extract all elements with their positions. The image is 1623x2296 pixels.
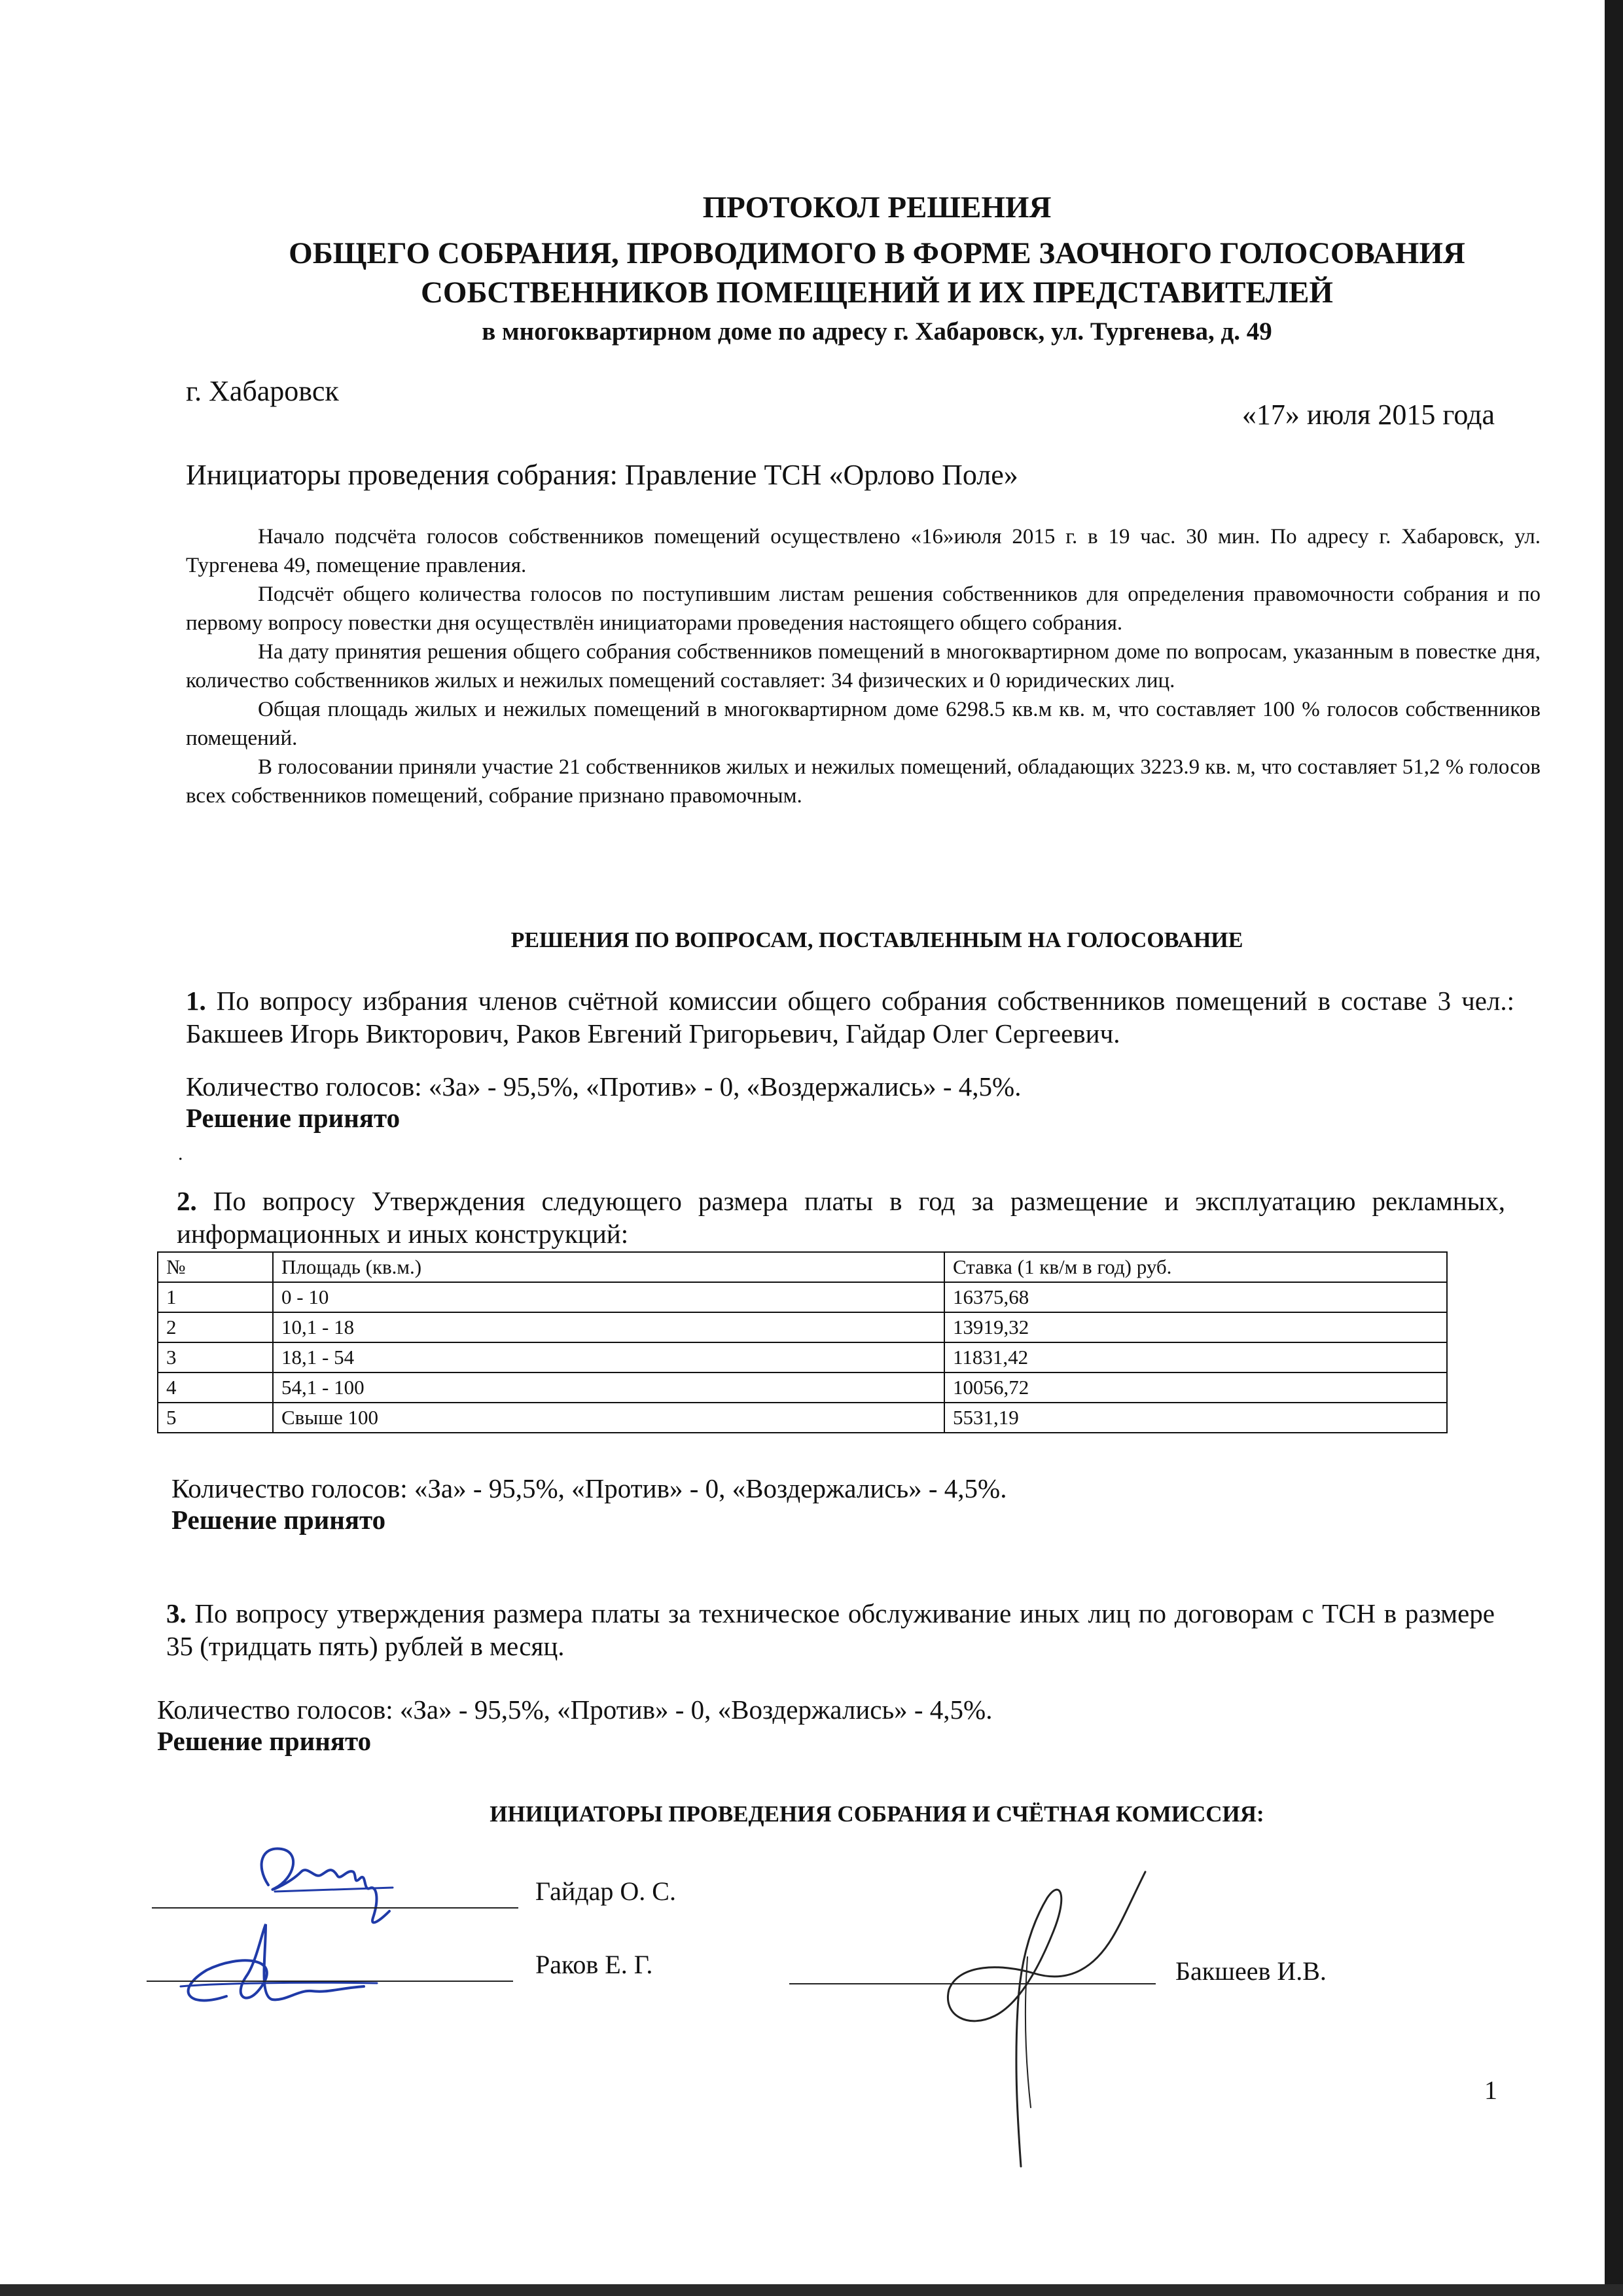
table-header-rate: Ставка (1 кв/м в год) руб. — [944, 1252, 1447, 1282]
stray-dot: . — [178, 1143, 183, 1164]
scan-edge-right — [1605, 0, 1623, 2296]
city-label: г. Хабаровск — [186, 375, 339, 407]
document-date: «17» июля 2015 года — [1241, 399, 1495, 431]
table-row — [158, 1312, 1447, 1342]
question-3-votes: Количество голосов: «За» - 95,5%, «Против» - 0, «Воздержались» - 4,5%. — [157, 1695, 993, 1725]
rates-table — [157, 1251, 1448, 1433]
question-3-text: По вопросу утверждения размера платы за техническое обслуживание иных лиц по договорам с ТСН в размере 35 (тридцать пять) рублей в месяц. — [166, 1598, 1495, 1661]
question-2-votes-block — [171, 1473, 1007, 1535]
table-row — [158, 1282, 1447, 1312]
table-header-area: Площадь (кв.м.) — [273, 1252, 944, 1282]
question-2-number: 2. — [177, 1186, 197, 1216]
table-cell-area: 0 - 10 — [273, 1282, 944, 1312]
table-cell-number: 5 — [158, 1403, 273, 1433]
page-number: 1 — [1484, 2075, 1497, 2105]
table-cell-number: 1 — [158, 1282, 273, 1312]
signer-name-baksheev: Бакшеев И.В. — [1175, 1956, 1327, 1986]
question-2-votes: Количество голосов: «За» - 95,5%, «Против» - 0, «Воздержались» - 4,5%. — [171, 1473, 1007, 1503]
table-cell-area: 54,1 - 100 — [273, 1372, 944, 1403]
question-3-result: Решение принято — [157, 1726, 372, 1756]
question-1-number: 1. — [186, 986, 206, 1016]
question-1-votes-block — [186, 1071, 1021, 1134]
table-cell-rate: 10056,72 — [944, 1372, 1447, 1403]
counting-paragraphs — [186, 522, 1541, 810]
paragraph-count-total: Подсчёт общего количества голосов по поступившим листам решения собственников для определения правомочности собрания и по первому вопросу повестки дня осуществлён инициаторами проведения настоящего общего собрания. — [186, 583, 1541, 635]
question-1 — [186, 984, 1514, 1050]
question-1-text: По вопросу избрания членов счётной комиссии общего собрания собственников помещений в составе 3 чел.: Бакшеев Игорь Викторович, Раков Евгений Григорьевич, Гайдар Олег Сергеевич. — [186, 986, 1514, 1049]
table-header-number: № — [158, 1252, 273, 1282]
signature-line-rakov — [147, 1981, 513, 1982]
table-cell-rate: 11831,42 — [944, 1342, 1447, 1372]
initiators-line: Инициаторы проведения собрания: Правление ТСН «Орлово Поле» — [186, 459, 1018, 491]
table-cell-area: 18,1 - 54 — [273, 1342, 944, 1372]
table-row — [158, 1403, 1447, 1433]
decisions-heading: РЕШЕНИЯ ПО ВОПРОСАМ, ПОСТАВЛЕННЫМ НА ГОЛОСОВАНИЕ — [510, 928, 1243, 952]
question-2-result: Решение принято — [171, 1505, 386, 1535]
signature-line-baksheev — [789, 1983, 1156, 1984]
question-3-number: 3. — [166, 1598, 187, 1628]
signer-name-gaydar: Гайдар О. С. — [535, 1876, 676, 1906]
table-cell-rate: 13919,32 — [944, 1312, 1447, 1342]
table-cell-rate: 16375,68 — [944, 1282, 1447, 1312]
question-2-text: По вопросу Утверждения следующего размера платы в год за размещение и эксплуатацию рекламных, информационных и иных конструкций: — [177, 1186, 1505, 1249]
paragraph-total-area: Общая площадь жилых и нежилых помещений в многоквартирном доме 6298.5 кв.м кв. м, что составляет 100 % голосов собственников помещений. — [186, 698, 1541, 750]
paragraph-owners-count: На дату принятия решения общего собрания собственников помещений в многоквартирном доме по вопросам, указанным в повестке дня, количество собственников жилых и нежилых помещений составляет: 34 физических и 0 юридических лиц. — [186, 640, 1541, 692]
table-cell-number: 3 — [158, 1342, 273, 1372]
document-address-line: в многоквартирном доме по адресу г. Хабаровск, ул. Тургенева, д. 49 — [482, 317, 1272, 346]
signature-rakov — [168, 1918, 383, 2022]
signatures-heading: ИНИЦИАТОРЫ ПРОВЕДЕНИЯ СОБРАНИЯ И СЧЁТНАЯ КОМИССИЯ: — [490, 1801, 1264, 1827]
signature-line-gaydar — [152, 1907, 518, 1909]
scan-edge-bottom — [0, 2284, 1623, 2296]
question-1-result: Решение принято — [186, 1103, 401, 1133]
table-cell-number: 2 — [158, 1312, 273, 1342]
table-row — [158, 1342, 1447, 1372]
question-3 — [166, 1597, 1495, 1662]
question-2 — [177, 1185, 1505, 1250]
table-header-row — [158, 1252, 1447, 1282]
question-3-votes-block — [157, 1694, 992, 1757]
table-cell-area: Свыше 100 — [273, 1403, 944, 1433]
table-cell-number: 4 — [158, 1372, 273, 1403]
document-title: ПРОТОКОЛ РЕШЕНИЯ — [702, 190, 1052, 224]
table-cell-rate: 5531,19 — [944, 1403, 1447, 1433]
paragraph-count-start: Начало подсчёта голосов собственников помещений осуществлено «16»июля 2015 г. в 19 час. 30 мин. По адресу г. Хабаровск, ул. Тургенева 49, помещение правления. — [186, 525, 1541, 577]
paragraph-quorum: В голосовании приняли участие 21 собственников жилых и нежилых помещений, обладающих 3223.9 кв. м, что составляет 51,2 % голосов всех собственников помещений, собрание признано правомочным. — [186, 755, 1541, 808]
table-row — [158, 1372, 1447, 1403]
question-1-votes: Количество голосов: «За» - 95,5%, «Против» - 0, «Воздержались» - 4,5%. — [186, 1071, 1022, 1102]
signer-name-rakov: Раков Е. Г. — [535, 1950, 653, 1979]
signature-baksheev — [897, 1859, 1171, 2173]
document-subtitle-line1: ОБЩЕГО СОБРАНИЯ, ПРОВОДИМОГО В ФОРМЕ ЗАОЧНОГО ГОЛОСОВАНИЯ — [289, 236, 1465, 270]
table-cell-area: 10,1 - 18 — [273, 1312, 944, 1342]
document-subtitle-line2: СОБСТВЕННИКОВ ПОМЕЩЕНИЙ И ИХ ПРЕДСТАВИТЕЛЕЙ — [420, 276, 1333, 310]
